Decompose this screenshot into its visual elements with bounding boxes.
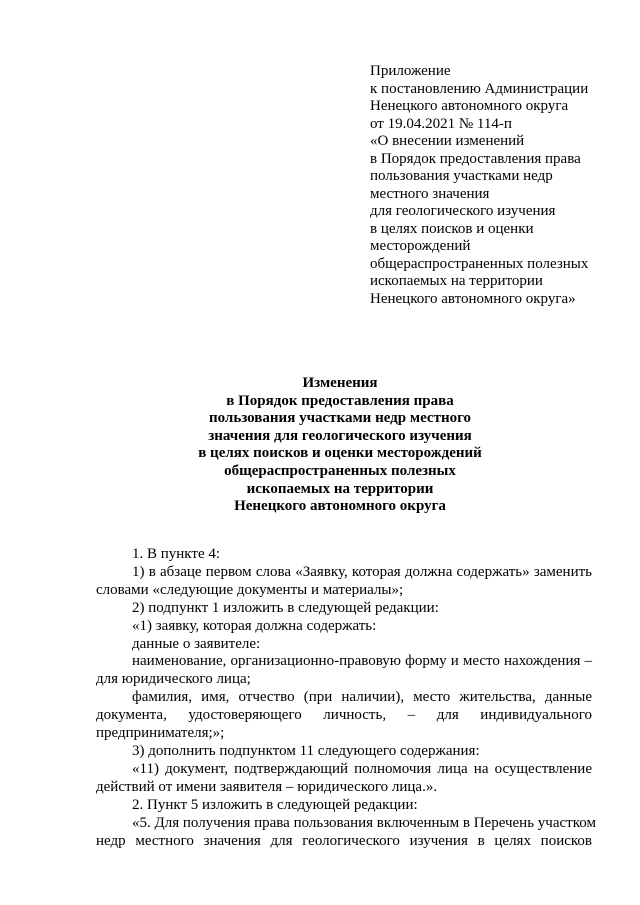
body-line: «11) документ, подтверждающий полномочия лица на осуществление xyxy=(132,760,592,777)
appendix-line: Ненецкого автономного округа» xyxy=(370,290,576,307)
appendix-line: «О внесении изменений xyxy=(370,133,525,149)
body-line: «5. Для получения права пользования включенным в Перечень участком xyxy=(132,814,596,831)
body-line: 1) в абзаце первом слова «Заявку, которая должна содержать» заменить xyxy=(132,563,592,580)
body-line: действий от имени заявителя – юридического лица.». xyxy=(96,778,438,795)
appendix-line: к постановлению Администрации xyxy=(370,80,589,97)
title-line: пользования участками недр местного xyxy=(208,410,472,427)
body-line: 2. Пункт 5 изложить в следующей редакции: xyxy=(132,796,418,813)
title-line: в целях поисков и оценки месторождений xyxy=(198,445,482,462)
body-line: «1) заявку, которая должна содержать: xyxy=(132,617,377,634)
appendix-line: в Порядок предоставления права xyxy=(370,150,581,167)
body-line: наименование, организационно-правовую форму и место нахождения – xyxy=(132,653,592,670)
body-line: данные о заявителе: xyxy=(132,635,261,652)
appendix-line: общераспространенных полезных xyxy=(370,255,589,272)
document-body xyxy=(96,546,596,850)
body-line: 2) подпункт 1 изложить в следующей редакции: xyxy=(132,599,439,616)
appendix-line: месторождений xyxy=(370,238,471,254)
title-line: общераспространенных полезных xyxy=(224,462,456,479)
body-line: недр местного значения для геологического изучения в целях поисков xyxy=(96,832,592,849)
title-line: Ненецкого автономного округа xyxy=(234,498,446,515)
appendix-line: местного значения xyxy=(370,185,490,202)
appendix-line: Ненецкого автономного округа xyxy=(370,98,569,114)
appendix-line: ископаемых на территории xyxy=(370,273,543,289)
title-line: значения для геологического изучения xyxy=(208,427,472,444)
appendix-line: Приложение xyxy=(370,63,451,79)
appendix-header xyxy=(370,63,630,308)
document-title xyxy=(80,375,600,516)
body-line: 1. В пункте 4: xyxy=(132,546,221,562)
body-line: документа, удостоверяющего личность, – для индивидуального xyxy=(96,707,592,724)
body-line: 3) дополнить подпунктом 11 следующего содержания: xyxy=(132,742,480,759)
appendix-line: в целях поисков и оценки xyxy=(370,220,534,237)
title-line: Изменения xyxy=(302,375,378,391)
appendix-line: пользования участками недр xyxy=(370,168,553,184)
appendix-line: для геологического изучения xyxy=(370,203,556,219)
title-line: в Порядок предоставления права xyxy=(226,392,454,409)
appendix-line: от 19.04.2021 № 114-п xyxy=(370,115,512,132)
body-line: для юридического лица; xyxy=(96,671,251,688)
body-line: фамилия, имя, отчество (при наличии), место жительства, данные xyxy=(132,689,592,706)
title-line: ископаемых на территории xyxy=(246,480,434,497)
body-line: предпринимателя;»; xyxy=(96,725,225,742)
body-line: словами «следующие документы и материалы»; xyxy=(96,581,404,598)
